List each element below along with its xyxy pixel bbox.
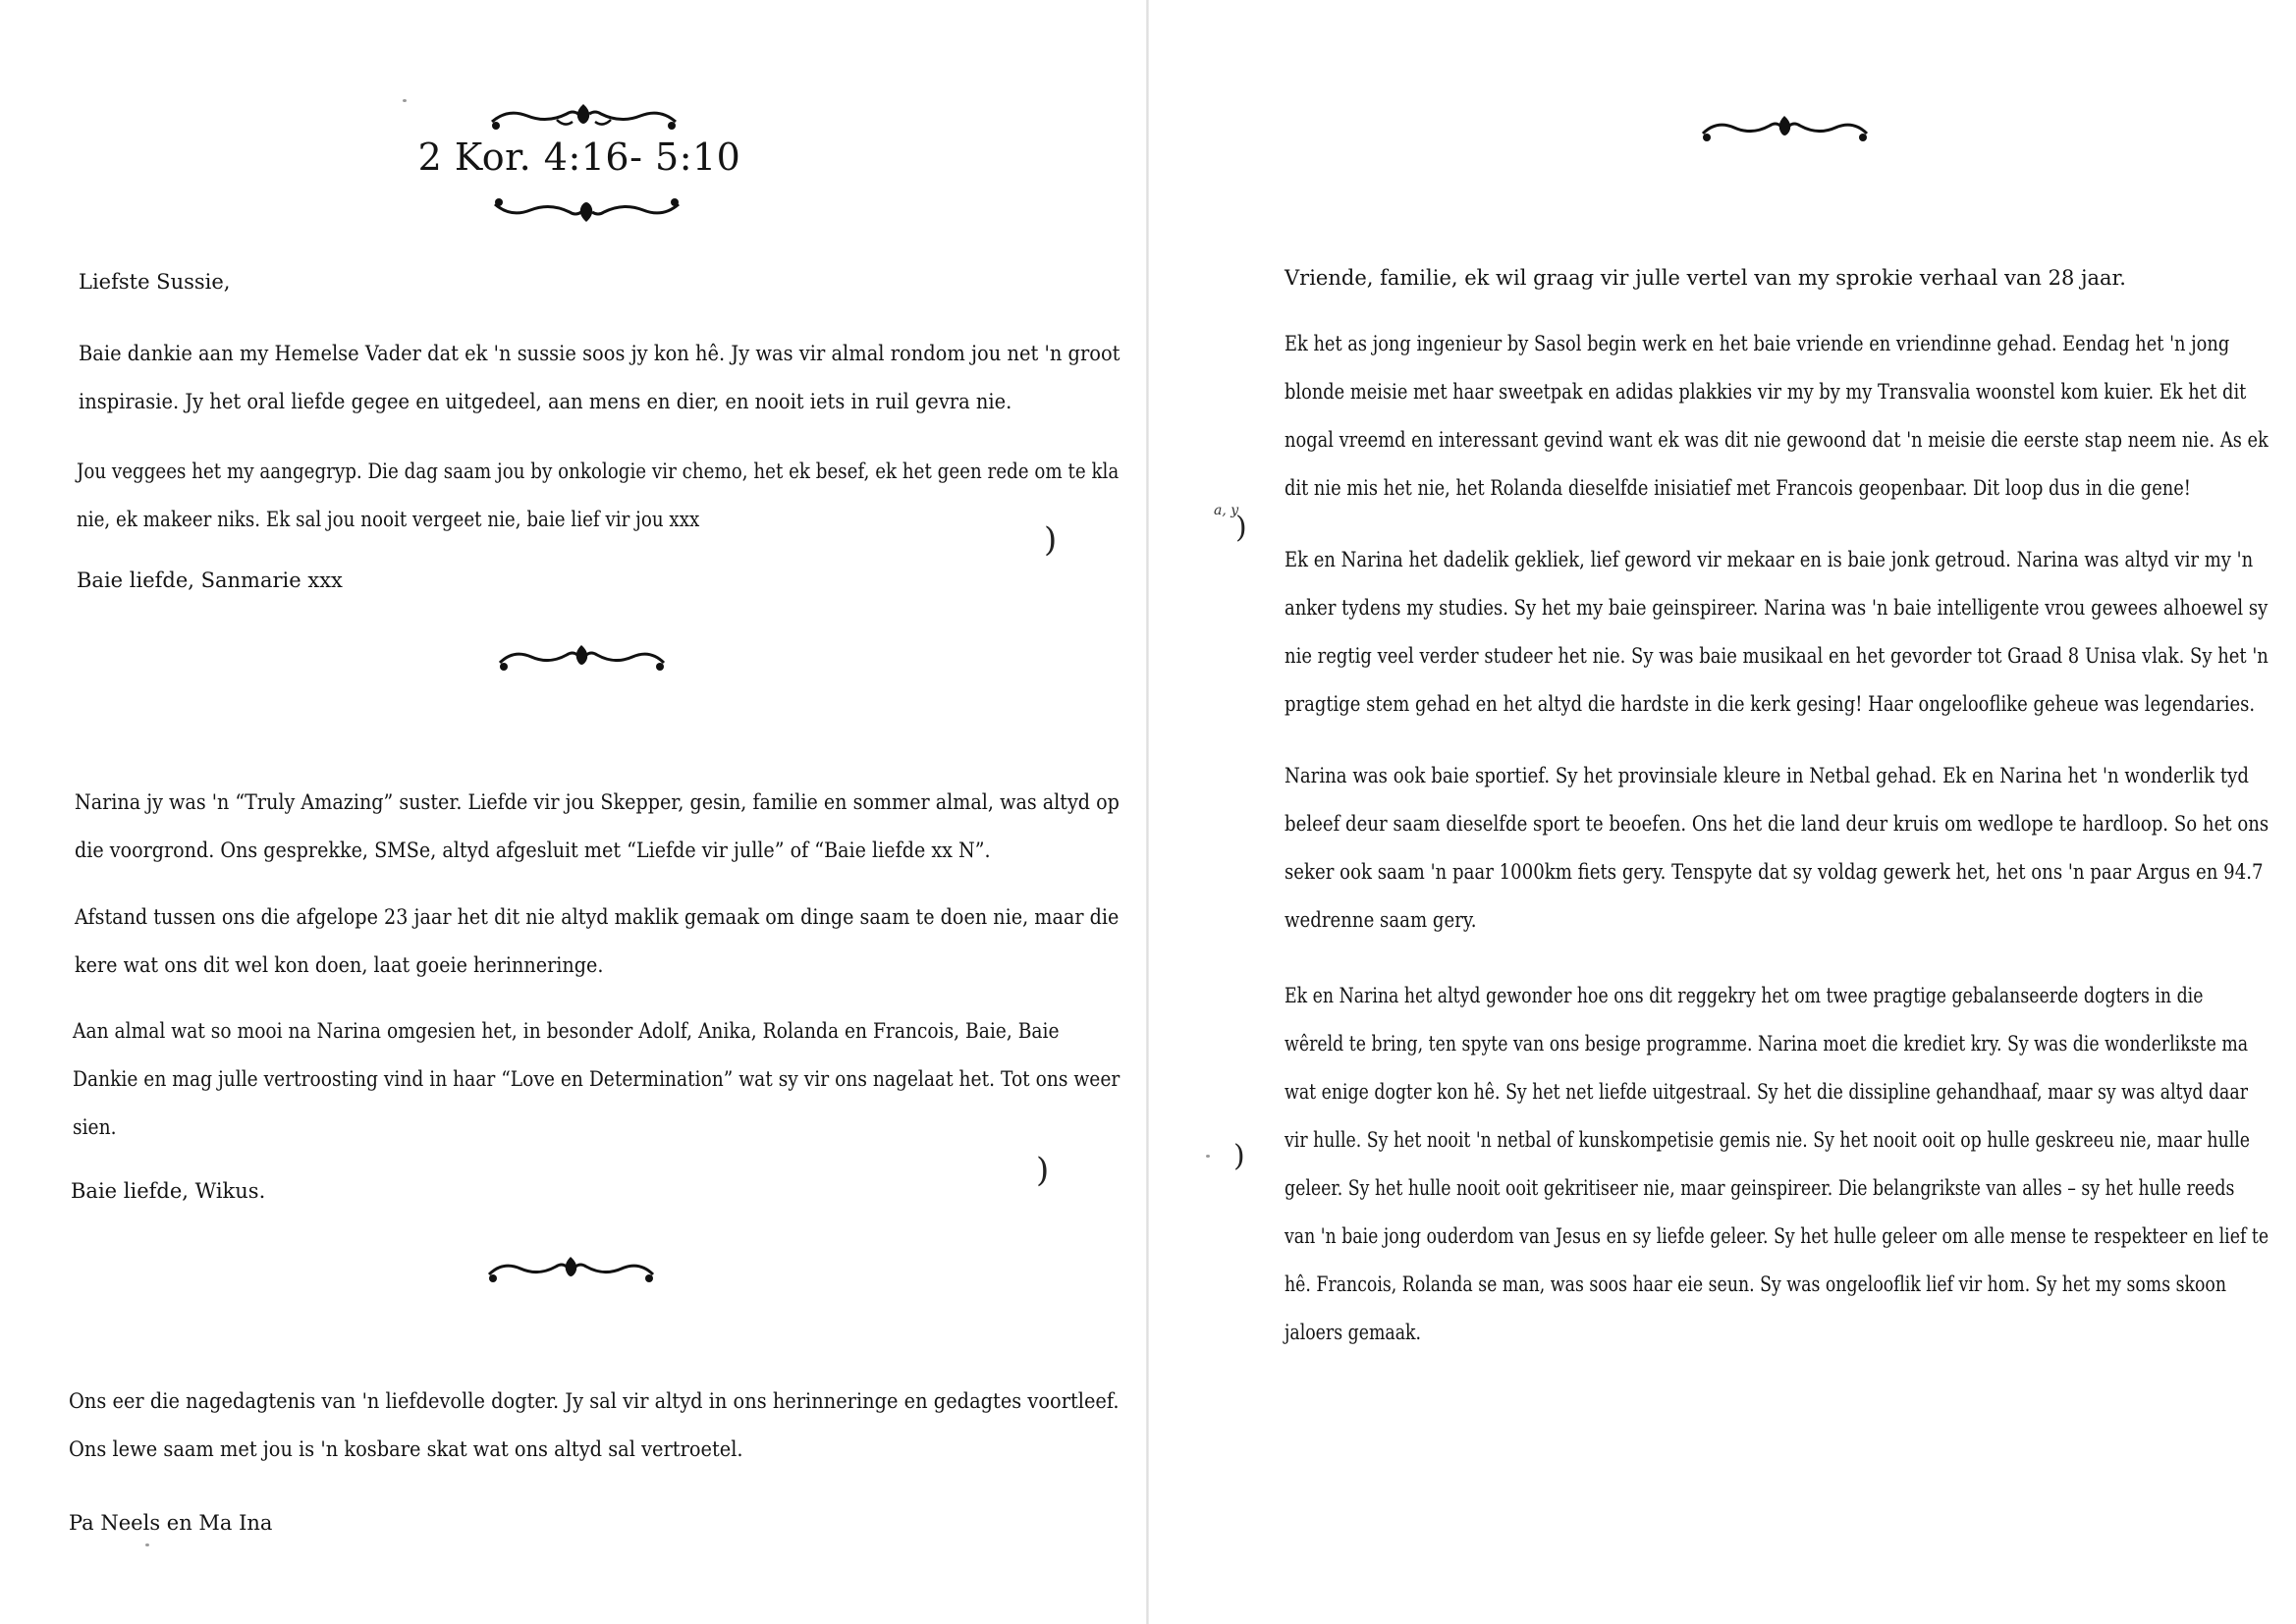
scan-speck (1206, 1155, 1210, 1158)
text-line: van 'n baie jong ouderdom van Jesus en sy liefde geleer. Sy het hulle geleer om alle mense te respekteer en lief te (1285, 1224, 2269, 1248)
text-line: geleer. Sy het hulle nooit ooit gekritiseer nie, maar geinspireer. Die belangrikste van alles – sy het hulle reeds (1285, 1176, 2235, 1200)
greeting: Liefste Sussie, (79, 270, 231, 294)
text-line: Narina was ook baie sportief. Sy het provinsiale kleure in Netbal gehad. Ek en Narina het 'n wonderlik tyd (1285, 764, 2249, 787)
text-line: Dankie en mag julle vertroosting vind in haar “Love en Determination” wat sy vir ons nagelaat het. Tot ons weer (73, 1067, 1121, 1091)
text-line: Ek en Narina het dadelik gekliek, lief geword vir mekaar en is baie jonk getroud. Narina was altyd vir my 'n (1285, 548, 2254, 571)
text-line: pragtige stem gehad en het altyd die hardste in die kerk gesing! Haar ongelooflike geheue was legendaries. (1285, 692, 2256, 716)
page-title: 2 Kor. 4:16- 5:10 (417, 135, 741, 179)
margin-bracket-mark: ) (1044, 520, 1058, 560)
paragraph-parents (69, 1378, 1120, 1474)
text-line: vir hulle. Sy het nooit 'n netbal of kunskompetisie gemis nie. Sy het nooit ooit op hulle geskreeu nie, maar hulle (1285, 1128, 2251, 1152)
right-page (1149, 0, 2296, 1624)
text-line: blonde meisie met haar sweetpak en adidas plakkies vir my by my Transvalia woonstel kom kuier. Ek het dit (1285, 380, 2247, 404)
paragraph-wikus-1 (75, 779, 1120, 875)
text-line: Vriende, familie, ek wil graag vir julle vertel van my sprokie verhaal van 28 jaar. (1285, 266, 2126, 290)
left-page (0, 0, 1147, 1624)
ornament-top-icon (488, 100, 680, 134)
text-line: Jou veggees het my aangegryp. Die dag saam jou by onkologie vir chemo, het ek besef, ek het geen rede om te kla (77, 460, 1120, 483)
text-line: hê. Francois, Rolanda se man, was soos haar eie seun. Sy was ongelooflik lief vir hom. Sy het my soms skoon (1285, 1272, 2227, 1296)
paragraph-sanmarie-1 (79, 330, 1121, 426)
margin-bracket-mark: ) (1235, 511, 1247, 545)
intro-paragraph (1285, 263, 2126, 293)
closing-sanmarie: Baie liefde, Sanmarie xxx (77, 568, 343, 592)
text-line: Narina jy was 'n “Truly Amazing” suster. Liefde vir jou Skepper, gesin, familie en sommer almal, was altyd op (75, 790, 1120, 814)
paragraph-daughters (1285, 972, 2269, 1357)
text-line: dit nie mis het nie, het Rolanda dieselfde inisiatief met Francois geopenbaar. Dit loop dus in die gene! (1285, 476, 2191, 500)
text-line: Ek en Narina het altyd gewonder hoe ons dit reggekry het om twee pragtige gebalanseerde dogters in die (1285, 984, 2204, 1007)
paragraph-sasol (1285, 320, 2269, 513)
text-line: Baie dankie aan my Hemelse Vader dat ek 'n sussie soos jy kon hê. Jy was vir almal rondom jou net 'n groot (79, 342, 1121, 365)
text-line: Aan almal wat so mooi na Narina omgesien het, in besonder Adolf, Anika, Rolanda en Francois, Baie, Baie (73, 1019, 1060, 1043)
text-line: Afstand tussen ons die afgelope 23 jaar het dit nie altyd maklik gemaak om dinge saam te doen nie, maar die (75, 905, 1120, 929)
paragraph-sport (1285, 752, 2269, 945)
text-line: kere wat ons dit wel kon doen, laat goeie herinneringe. (75, 953, 604, 977)
text-line: nie, ek makeer niks. Ek sal jou nooit vergeet nie, baie lief vir jou xxx (77, 508, 700, 531)
closing-wikus: Baie liefde, Wikus. (71, 1179, 266, 1203)
text-line: Ons lewe saam met jou is 'n kosbare skat wat ons altyd sal vertroetel. (69, 1437, 743, 1461)
text-line: die voorgrond. Ons gesprekke, SMSe, altyd afgesluit met “Liefde vir julle” of “Baie liefde xx N”. (75, 839, 991, 862)
ornament-divider-icon (485, 1253, 657, 1284)
text-line: seker ook saam 'n paar 1000km fiets gery. Tenspyte dat sy voldag gewerk het, het ons 'n paar Argus en 94.7 (1285, 860, 2264, 884)
paragraph-wikus-3 (73, 1007, 1120, 1152)
margin-note: a, y (1214, 503, 1239, 518)
text-line: Ek het as jong ingenieur by Sasol begin werk en het baie vriende en vriendinne gehad. Eendag het 'n jong (1285, 332, 2230, 355)
text-line: wedrenne saam gery. (1285, 908, 1477, 932)
text-line: wat enige dogter kon hê. Sy het net liefde uitgestraal. Sy het die dissipline gehandhaaf, maar sy was altyd daar (1285, 1080, 2248, 1104)
paragraph-sanmarie-2 (77, 448, 1119, 544)
text-line: anker tydens my studies. Sy het my baie geinspireer. Narina was 'n baie intelligente vrou gewees alhoewel sy (1285, 596, 2269, 620)
scan-speck (403, 99, 407, 102)
ornament-under-title-icon (491, 192, 683, 226)
paragraph-wikus-2 (75, 893, 1119, 990)
paragraph-married (1285, 536, 2269, 729)
ornament-divider-icon (496, 641, 668, 673)
text-line: beleef deur saam dieselfde sport te beoefen. Ons het die land deur kruis om wedlope te hardloop. So het ons (1285, 812, 2269, 836)
text-line: Ons eer die nagedagtenis van 'n liefdevolle dogter. Jy sal vir altyd in ons herinneringe en gedagtes voortleef. (69, 1389, 1120, 1413)
text-line: nogal vreemd en interessant gevind want ek was dit nie gewoond dat 'n meisie die eerste stap neem nie. As ek (1285, 428, 2269, 452)
closing-parents: Pa Neels en Ma Ina (69, 1511, 273, 1535)
text-line: inspirasie. Jy het oral liefde gegee en uitgedeel, aan mens en dier, en nooit iets in ruil gevra nie. (79, 390, 1012, 413)
text-line: sien. (73, 1115, 117, 1139)
text-line: nie regtig veel verder studeer het nie. Sy was baie musikaal en het gevorder tot Graad 8 Unisa vlak. Sy het 'n (1285, 644, 2269, 668)
text-line: jaloers gemaak. (1285, 1321, 1422, 1344)
ornament-top-icon (1699, 112, 1871, 143)
text-line: wêreld te bring, ten spyte van ons besige programme. Narina moet die krediet kry. Sy was die wonderlikste ma (1285, 1032, 2249, 1056)
scan-speck (145, 1543, 149, 1546)
margin-bracket-mark: ) (1233, 1139, 1245, 1173)
margin-bracket-mark: ) (1036, 1151, 1050, 1190)
